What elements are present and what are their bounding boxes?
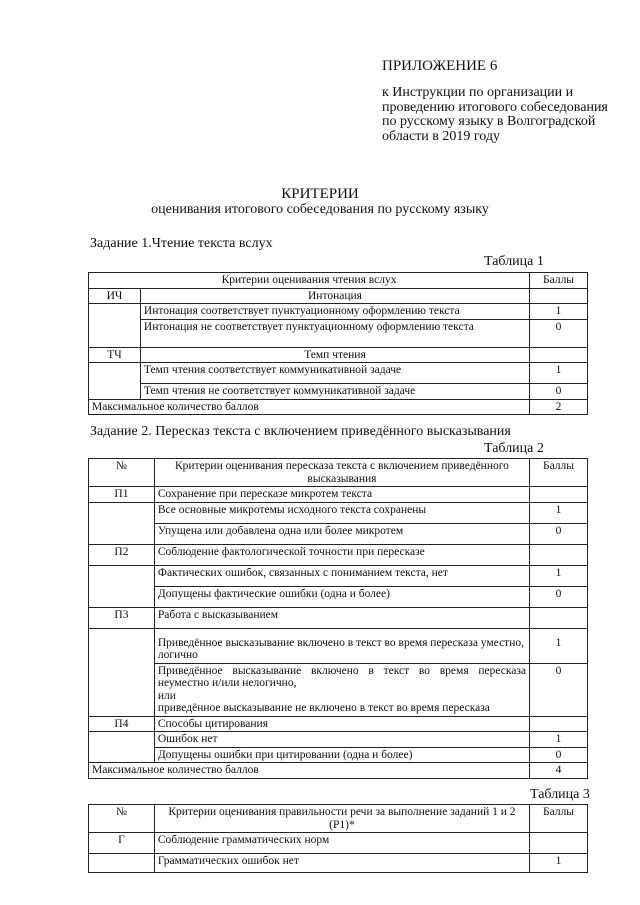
table-row <box>89 854 588 873</box>
max-points-value: 4 <box>530 763 588 779</box>
table3-caption: Таблица 3 <box>530 787 590 802</box>
criterion-text: Интонация не соответствует пунктуационному оформлению текста <box>140 319 529 347</box>
criterion-label: Темп чтения <box>140 347 529 363</box>
criterion-text <box>154 663 529 716</box>
table2-caption: Таблица 2 <box>484 441 544 456</box>
criterion-code: П4 <box>89 716 155 732</box>
criterion-text: Допущены ошибки при цитировании (одна и более) <box>154 747 529 763</box>
table2-header-criteria: Критерии оценивания пересказа текста с включением приведённого высказывания <box>154 459 529 487</box>
table1 <box>88 272 588 415</box>
table-row <box>89 523 588 544</box>
table-row <box>89 805 588 833</box>
criterion-label: Способы цитирования <box>154 716 529 732</box>
criterion-text-part: Приведённое высказывание включено в текст во время пересказа неуместно и/или нелогично, <box>157 664 527 689</box>
criterion-code: ИЧ <box>89 288 141 304</box>
criterion-label: Соблюдение фактологической точности при пересказе <box>154 544 529 565</box>
criterion-text: Темп чтения не соответствует коммуникативной задаче <box>140 384 529 400</box>
table-row <box>89 319 588 347</box>
appendix-reference: к Инструкции по организации и проведению итогового собеседования по русскому языку в Волгоградской области в 2019 году <box>382 85 608 144</box>
points-value: 1 <box>530 565 588 586</box>
table3 <box>88 804 588 873</box>
table1-header-criteria: Критерии оценивания чтения вслух <box>89 273 530 289</box>
points-value: 1 <box>530 732 588 748</box>
criterion-text: Ошибок нет <box>154 732 529 748</box>
criterion-text-part: приведённое высказывание не включено в текст во время пересказа <box>157 702 490 714</box>
document-subtitle: оценивания итогового собеседования по русскому языку <box>151 202 489 217</box>
table-row <box>89 288 588 304</box>
criterion-text: Приведённое высказывание включено в текст во время пересказа уместно, логично <box>154 628 529 663</box>
table-row <box>89 833 588 854</box>
table-row <box>89 763 588 779</box>
table-row <box>89 663 588 716</box>
appendix-number: ПРИЛОЖЕНИЕ 6 <box>382 58 498 74</box>
points-value: 0 <box>530 523 588 544</box>
criterion-text-part: или <box>157 689 176 702</box>
points-value: 0 <box>530 747 588 763</box>
table-row <box>89 747 588 763</box>
criterion-text: Грамматических ошибок нет <box>154 854 529 873</box>
points-value: 0 <box>530 586 588 607</box>
points-value: 1 <box>530 628 588 663</box>
criterion-code: П3 <box>89 607 155 628</box>
criterion-text: Фактических ошибок, связанных с пониманием текста, нет <box>154 565 529 586</box>
table2-header-points: Баллы <box>530 459 588 487</box>
table2 <box>88 458 588 779</box>
criterion-label: Сохранение при пересказе микротем текста <box>154 487 529 503</box>
criterion-text: Допущены фактические ошибки (одна и более) <box>154 586 529 607</box>
table-row <box>89 502 588 523</box>
criterion-code: П2 <box>89 544 155 565</box>
table-row <box>89 399 588 415</box>
points-value: 1 <box>530 854 588 873</box>
document-title: КРИТЕРИИ <box>281 186 359 202</box>
criterion-code: Г <box>89 833 155 854</box>
points-value: 1 <box>530 304 588 320</box>
table-row <box>89 384 588 400</box>
points-value: 0 <box>530 384 588 400</box>
table-row <box>89 732 588 748</box>
criterion-text: Интонация соответствует пунктуационному оформлению текста <box>140 304 529 320</box>
table2-header-num: № <box>89 459 155 487</box>
task2-heading: Задание 2. Пересказ текста с включением приведённого высказывания <box>90 424 511 439</box>
table-row <box>89 544 588 565</box>
table3-header-points: Баллы <box>530 805 588 833</box>
table3-header-criteria: Критерии оценивания правильности речи за выполнение заданий 1 и 2 (Р1)* <box>154 805 529 833</box>
table-row <box>89 607 588 628</box>
table-row <box>89 628 588 663</box>
table-row <box>89 459 588 487</box>
table-row <box>89 304 588 320</box>
criterion-text: Упущена или добавлена одна или более микротем <box>154 523 529 544</box>
criterion-label: Интонация <box>140 288 529 304</box>
task1-heading: Задание 1.Чтение текста вслух <box>90 236 273 251</box>
table-row <box>89 716 588 732</box>
table-row <box>89 487 588 503</box>
table1-header-points: Баллы <box>530 273 588 289</box>
table-row <box>89 363 588 384</box>
points-value: 0 <box>530 663 588 716</box>
criterion-code: П1 <box>89 487 155 503</box>
criterion-text: Все основные микротемы исходного текста сохранены <box>154 502 529 523</box>
table3-header-num: № <box>89 805 155 833</box>
table-row <box>89 273 588 289</box>
points-value: 1 <box>530 363 588 384</box>
criterion-label: Соблюдение грамматических норм <box>154 833 529 854</box>
table1-caption: Таблица 1 <box>484 254 544 269</box>
points-value: 0 <box>530 319 588 347</box>
max-points-label: Максимальное количество баллов <box>89 763 530 779</box>
table-row <box>89 347 588 363</box>
max-points-label: Максимальное количество баллов <box>89 399 530 415</box>
points-value: 1 <box>530 502 588 523</box>
criterion-code: ТЧ <box>89 347 141 363</box>
table-row <box>89 565 588 586</box>
table-row <box>89 586 588 607</box>
criterion-text: Темп чтения соответствует коммуникативной задаче <box>140 363 529 384</box>
criterion-label: Работа с высказыванием <box>154 607 529 628</box>
max-points-value: 2 <box>530 399 588 415</box>
